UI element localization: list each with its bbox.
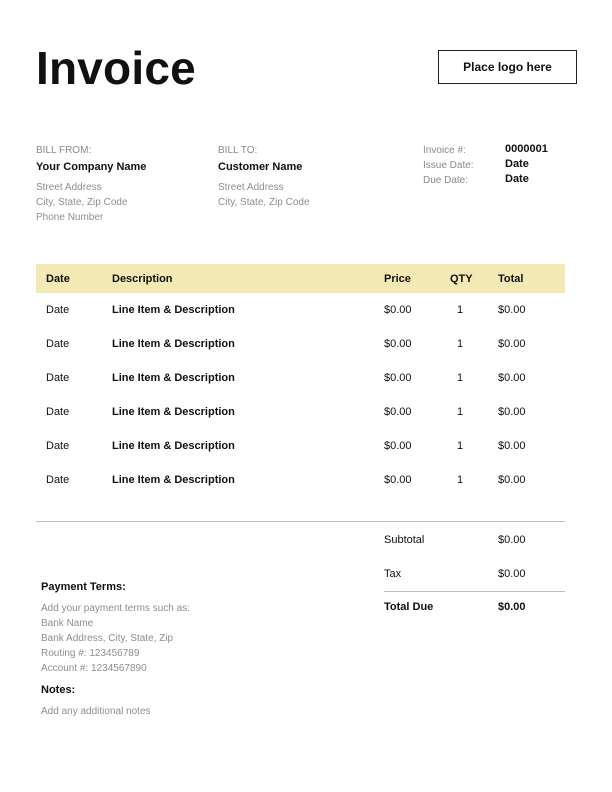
- row-date: Date: [46, 440, 70, 452]
- row-date: Date: [46, 304, 70, 316]
- column-header-description: Description: [112, 273, 173, 285]
- row-qty: 1: [457, 406, 464, 418]
- table-divider: [36, 521, 565, 522]
- row-date: Date: [46, 474, 70, 486]
- payment-terms-line: Account #: 1234567890: [41, 663, 147, 674]
- invoice-title: Invoice: [36, 42, 196, 94]
- line-items-header: [36, 264, 565, 293]
- totals-divider: [384, 591, 565, 592]
- row-price: $0.00: [384, 338, 412, 350]
- column-header-date: Date: [46, 273, 70, 285]
- row-price: $0.00: [384, 304, 412, 316]
- row-total: $0.00: [498, 338, 526, 350]
- row-qty: 1: [457, 474, 464, 486]
- total-due-label: Total Due: [384, 601, 434, 613]
- payment-terms-line: Add your payment terms such as:: [41, 603, 190, 614]
- payment-terms-block: [41, 601, 190, 676]
- row-total: $0.00: [498, 474, 526, 486]
- row-total: $0.00: [498, 440, 526, 452]
- row-price: $0.00: [384, 406, 412, 418]
- total-due-value: $0.00: [498, 601, 526, 613]
- bill-from-name: Your Company Name: [36, 161, 147, 173]
- row-total: $0.00: [498, 372, 526, 384]
- issue-date-label: Issue Date:: [423, 160, 474, 171]
- row-total: $0.00: [498, 406, 526, 418]
- row-total: $0.00: [498, 304, 526, 316]
- bill-from-line: Phone Number: [36, 212, 104, 223]
- invoice-number-row: [423, 145, 573, 161]
- row-qty: 1: [457, 338, 464, 350]
- issue-date-row: [423, 160, 573, 176]
- row-price: $0.00: [384, 440, 412, 452]
- invoice-number-value: 0000001: [505, 143, 548, 155]
- subtotal-label: Subtotal: [384, 534, 425, 546]
- bill-from-block: [36, 145, 146, 225]
- bill-from-line: Street Address: [36, 182, 102, 193]
- bill-to-line: Street Address: [218, 182, 284, 193]
- notes-title: Notes:: [41, 684, 76, 696]
- row-date: Date: [46, 338, 70, 350]
- row-description: Line Item & Description: [112, 372, 235, 384]
- due-date-row: [423, 175, 573, 191]
- logo-placeholder-label: Place logo here: [463, 60, 552, 74]
- table-row: [36, 395, 565, 429]
- column-header-qty: QTY: [450, 273, 473, 285]
- row-price: $0.00: [384, 474, 412, 486]
- bill-to-block: [218, 145, 310, 210]
- payment-terms-line: Bank Address, City, State, Zip: [41, 633, 174, 644]
- payment-terms-line: Bank Name: [41, 618, 94, 629]
- due-date-value: Date: [505, 173, 529, 185]
- table-row: [36, 463, 565, 497]
- invoice-number-label: Invoice #:: [423, 145, 466, 156]
- table-row: [36, 429, 565, 463]
- row-price: $0.00: [384, 372, 412, 384]
- bill-to-line: City, State, Zip Code: [218, 197, 310, 208]
- row-qty: 1: [457, 372, 464, 384]
- table-row: [36, 327, 565, 361]
- bill-from-line: City, State, Zip Code: [36, 197, 128, 208]
- bill-to-heading: BILL TO:: [218, 145, 258, 156]
- row-qty: 1: [457, 304, 464, 316]
- row-date: Date: [46, 406, 70, 418]
- table-row: [36, 293, 565, 327]
- payment-terms-title: Payment Terms:: [41, 581, 126, 593]
- column-header-price: Price: [384, 273, 411, 285]
- row-description: Line Item & Description: [112, 304, 235, 316]
- row-date: Date: [46, 372, 70, 384]
- tax-label: Tax: [384, 568, 402, 580]
- row-qty: 1: [457, 440, 464, 452]
- payment-terms-line: Routing #: 123456789: [41, 648, 140, 659]
- bill-from-heading: BILL FROM:: [36, 145, 92, 156]
- row-description: Line Item & Description: [112, 338, 235, 350]
- subtotal-value: $0.00: [498, 534, 526, 546]
- tax-value: $0.00: [498, 568, 526, 580]
- column-header-total: Total: [498, 273, 524, 285]
- due-date-label: Due Date:: [423, 175, 469, 186]
- row-description: Line Item & Description: [112, 474, 235, 486]
- row-description: Line Item & Description: [112, 406, 235, 418]
- table-row: [36, 361, 565, 395]
- notes-text: Add any additional notes: [41, 706, 151, 717]
- issue-date-value: Date: [505, 158, 529, 170]
- row-description: Line Item & Description: [112, 440, 235, 452]
- bill-to-name: Customer Name: [218, 161, 303, 173]
- logo-placeholder[interactable]: [438, 50, 577, 84]
